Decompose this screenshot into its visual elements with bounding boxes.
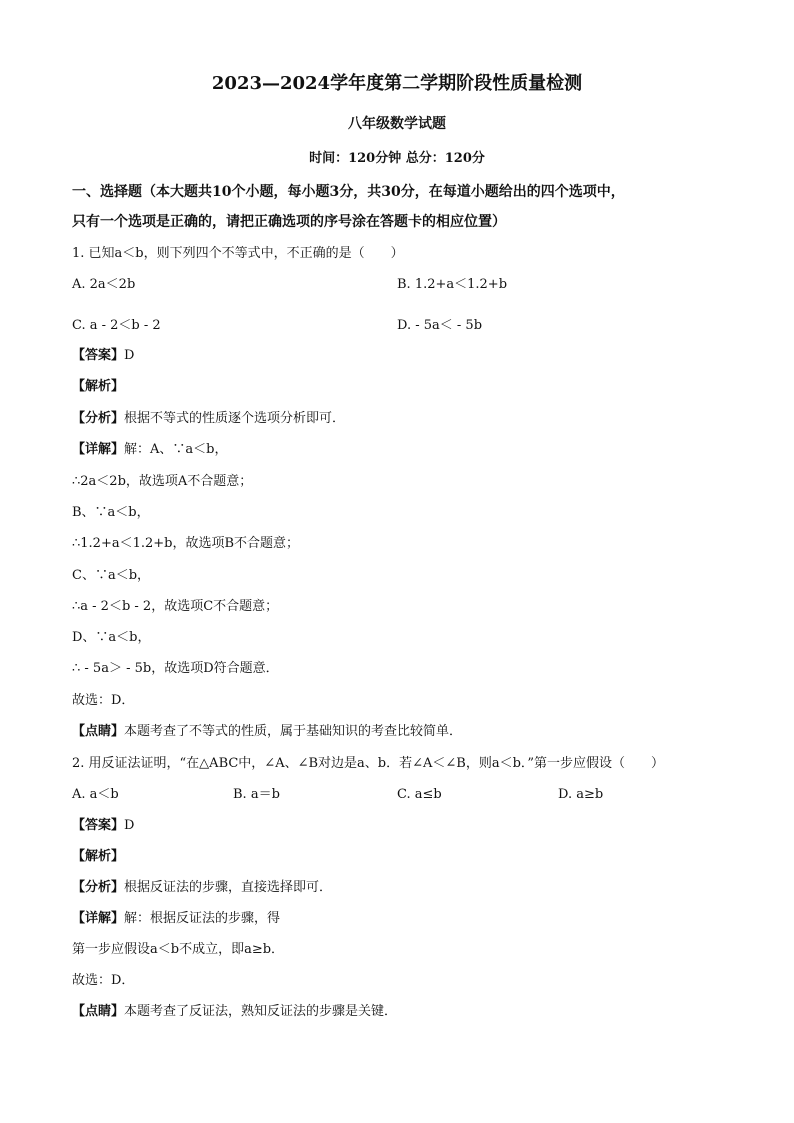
detail-text: 解：A、∵a＜b， — [124, 442, 228, 457]
fenxi-tag: 【分析】 — [72, 411, 125, 426]
q2-option-d: D. a≥b — [558, 787, 604, 802]
q2-answer — [72, 817, 134, 835]
answer-tag: 【答案】 — [72, 818, 125, 833]
comment-tag: 【点睛】 — [72, 1004, 125, 1019]
q1-detail-line: ∴2a＜2b，故选项A不合题意； — [72, 474, 253, 489]
q1-detail-line: ∴1.2+a＜1.2+b，故选项B不合题意； — [72, 536, 300, 551]
page-title: 2023—2024学年度第二学期阶段性质量检测 — [211, 73, 583, 94]
q2-detail-line: 第一步应假设a＜b不成立，即a≥b． — [72, 942, 285, 957]
q1-stem: 1. 已知a＜b，则下列四个不等式中，不正确的是（ ） — [72, 246, 404, 261]
q1-fenxi — [72, 410, 345, 428]
q1-detail-line: B、∵a＜b， — [72, 505, 150, 520]
q1-detail-line: C、∵a＜b， — [72, 568, 151, 583]
answer-value: D — [124, 818, 135, 833]
page-subtitle: 八年级数学试题 — [348, 116, 446, 132]
fenxi-tag: 【分析】 — [72, 880, 125, 895]
answer-tag: 【答案】 — [72, 348, 125, 363]
q1-detail-line — [72, 441, 227, 459]
q2-comment — [72, 1003, 397, 1021]
time-info: 时间：120分钟 总分：120分 — [309, 151, 485, 166]
detail-text: 解：根据反证法的步骤，得 — [124, 911, 281, 926]
comment-text: 本题考查了反证法，熟知反证法的步骤是关键． — [124, 1004, 398, 1019]
q2-analysis-tag: 【解析】 — [72, 849, 125, 864]
q1-detail-line: ∴a - 2＜b - 2，故选项C不合题意； — [72, 599, 279, 614]
q1-detail-line: ∴ - 5a＞ - 5b，故选项D符合题意． — [72, 661, 279, 676]
comment-tag: 【点睛】 — [72, 724, 125, 739]
q2-detail-line — [72, 910, 280, 928]
q1-option-c: C. a - 2＜b - 2 — [72, 318, 161, 333]
comment-text: 本题考查了不等式的性质，属于基础知识的考查比较简单． — [124, 724, 463, 739]
q1-option-d: D. - 5a＜ - 5b — [397, 318, 483, 333]
q1-option-a: A. 2a＜2b — [72, 277, 136, 292]
q1-analysis-tag: 【解析】 — [72, 379, 125, 394]
fenxi-text: 根据反证法的步骤，直接选择即可． — [124, 880, 333, 895]
section-heading-line2: 只有一个选项是正确的，请把正确选项的序号涂在答题卡的相应位置） — [72, 214, 506, 230]
q2-stem: 2. 用反证法证明，“在△ABC中，∠A、∠B对边是a、b．若∠A＜∠B，则a＜b．”第一步应假设（ ） — [72, 756, 665, 771]
q1-answer — [72, 347, 134, 365]
fenxi-text: 根据不等式的性质逐个选项分析即可． — [124, 411, 346, 426]
q2-option-a: A. a＜b — [72, 787, 119, 802]
q1-detail-line: D、∵a＜b， — [72, 630, 151, 645]
q2-detail-line: 故选：D． — [72, 973, 135, 988]
q1-detail-line: 故选：D． — [72, 693, 135, 708]
detail-tag: 【详解】 — [72, 442, 125, 457]
q2-option-c: C. a≤b — [397, 787, 442, 802]
answer-value: D — [124, 348, 135, 363]
section-heading-line1: 一、选择题（本大题共10个小题，每小题3分，共30分，在每道小题给出的四个选项中， — [72, 184, 625, 200]
q2-option-b: B. a＝b — [233, 787, 280, 802]
q1-option-b: B. 1.2+a＜1.2+b — [397, 277, 508, 292]
detail-tag: 【详解】 — [72, 911, 125, 926]
q2-fenxi — [72, 879, 332, 897]
q1-comment — [72, 723, 462, 741]
